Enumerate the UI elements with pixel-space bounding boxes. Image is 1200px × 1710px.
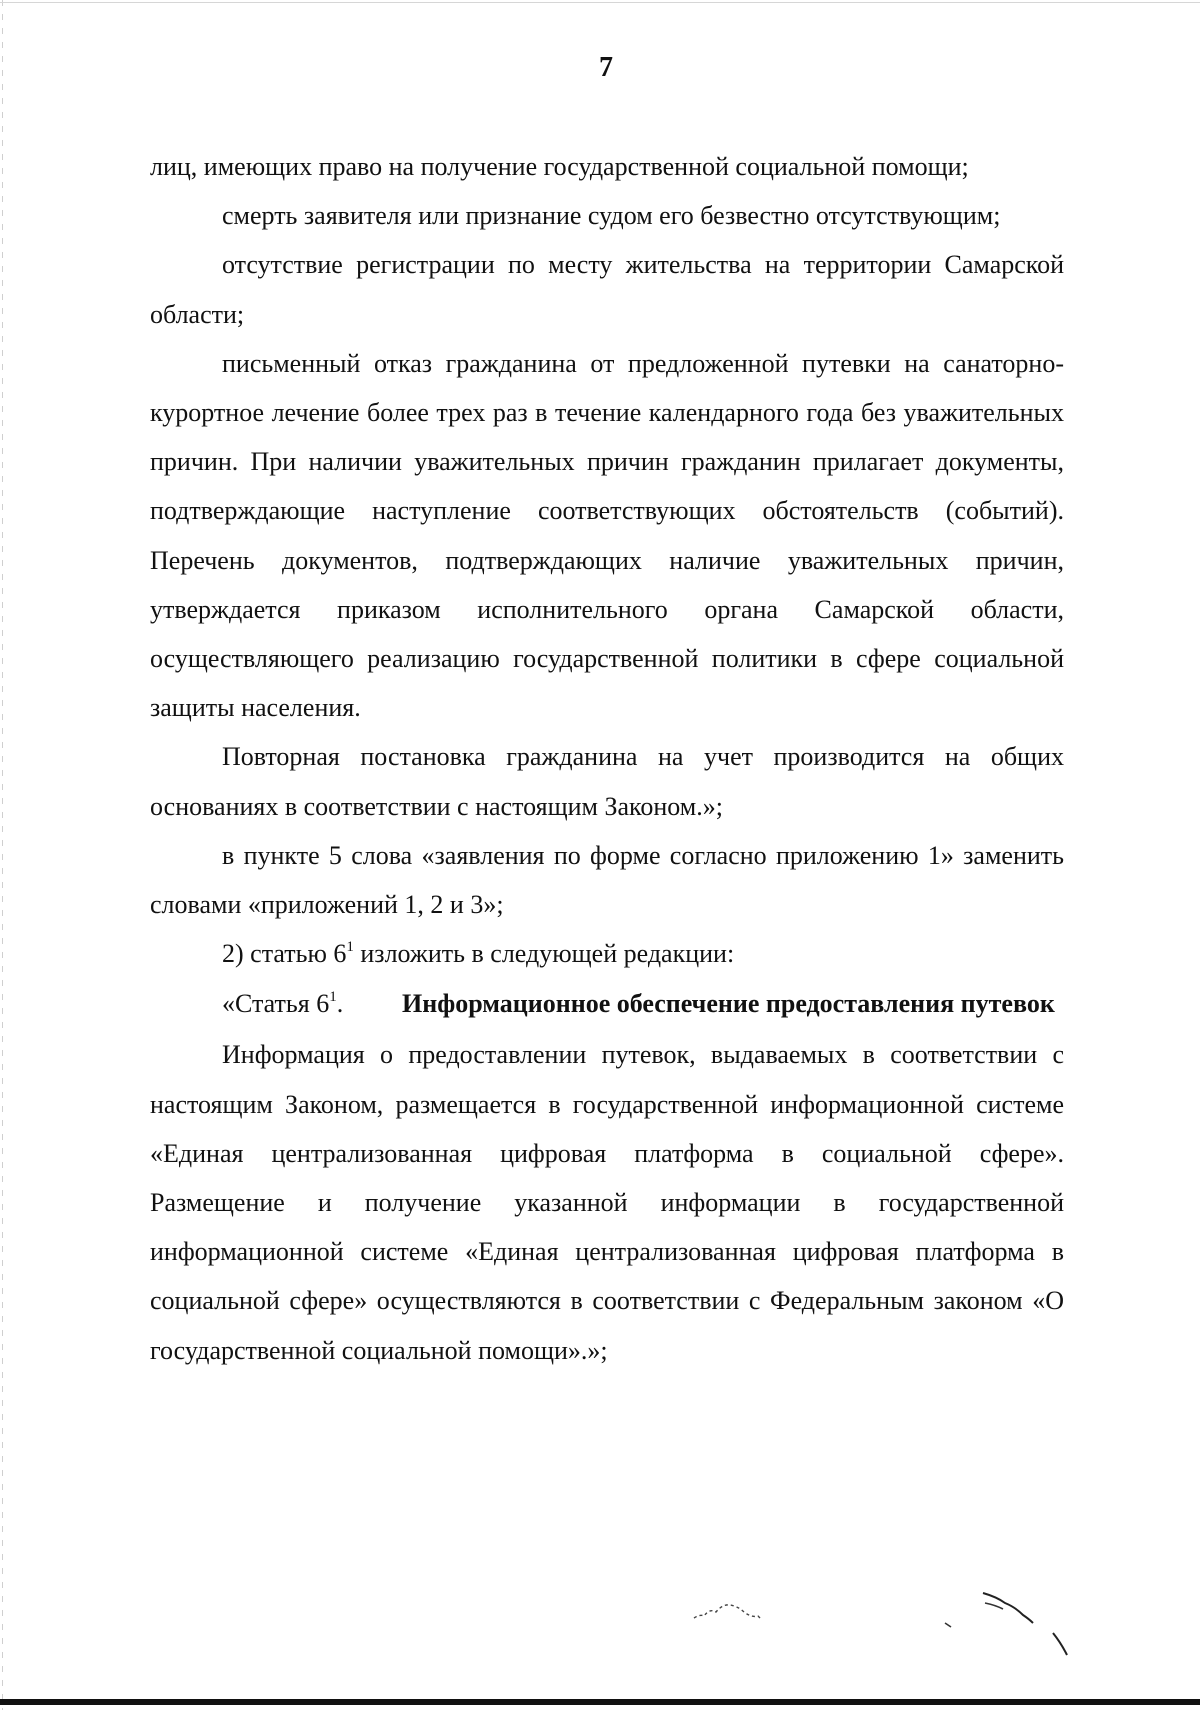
paragraph-1: лиц, имеющих право на получение государственной социальной помощи; bbox=[150, 152, 969, 181]
amendment-before: 2) статью 6 bbox=[222, 939, 347, 969]
paragraph-3: отсутствие регистрации по месту жительства на территории Самарской области; bbox=[150, 250, 1064, 329]
amendment-line bbox=[150, 929, 1064, 978]
article-label-sup: 1 bbox=[329, 989, 337, 1006]
closing-paragraph: Информация о предоставлении путевок, выдаваемых в соответствии с настоящим Законом, размещается в государственной информационной системе «Единая централизованная цифровая платформа в социальной сфере». Размещение и получение указанной информации в государственной информационной системе «Единая централизованная цифровая платформа в социальной сфере» осуществляются в соответствии с Федеральным законом «О государственной социальной помощи».»; bbox=[150, 1040, 1064, 1365]
paragraph-2: смерть заявителя или признание судом его безвестно отсутствующим; bbox=[222, 201, 1001, 231]
scan-edge-left bbox=[2, 0, 3, 1710]
article-heading bbox=[150, 978, 1064, 1030]
signature-mark-right bbox=[935, 1585, 1095, 1665]
paragraph-6: в пункте 5 слова «заявления по форме согласно приложению 1» заменить словами «приложений 1, 2 и 3»; bbox=[150, 840, 1064, 920]
document-body bbox=[150, 142, 1064, 1375]
scan-edge-top bbox=[0, 2, 1200, 3]
amendment-after: изложить в следующей редакции: bbox=[353, 939, 735, 969]
article-title: Информационное обеспечение предоставления путевок bbox=[402, 989, 1055, 1019]
article-label bbox=[222, 987, 402, 1020]
article-label-text: «Статья 6 bbox=[222, 989, 330, 1019]
article-label-dot: . bbox=[336, 989, 344, 1019]
scan-edge-bottom bbox=[0, 1699, 1200, 1705]
paragraph-4: письменный отказ гражданина от предложенной путевки на санаторно-курортное лечение более трех раз в течение календарного года без уважительных причин. При наличии уважительных причин гражданин прилагает документы, подтверждающие наступление соответствующих обстоятельств (событий). Перечень документов, подтверждающих наличие уважительных причин, утверждается приказом исполнительного органа Самарской области, осуществляющего реализацию государственной политики в сфере социальной защиты населения. bbox=[150, 348, 1064, 723]
signature-mark-left bbox=[690, 1588, 790, 1628]
page-number: 7 bbox=[599, 52, 613, 83]
amendment-sup: 1 bbox=[346, 939, 354, 956]
paragraph-5: Повторная постановка гражданина на учет производится на общих основаниях в соответствии с настоящим Законом.»; bbox=[150, 742, 1064, 821]
